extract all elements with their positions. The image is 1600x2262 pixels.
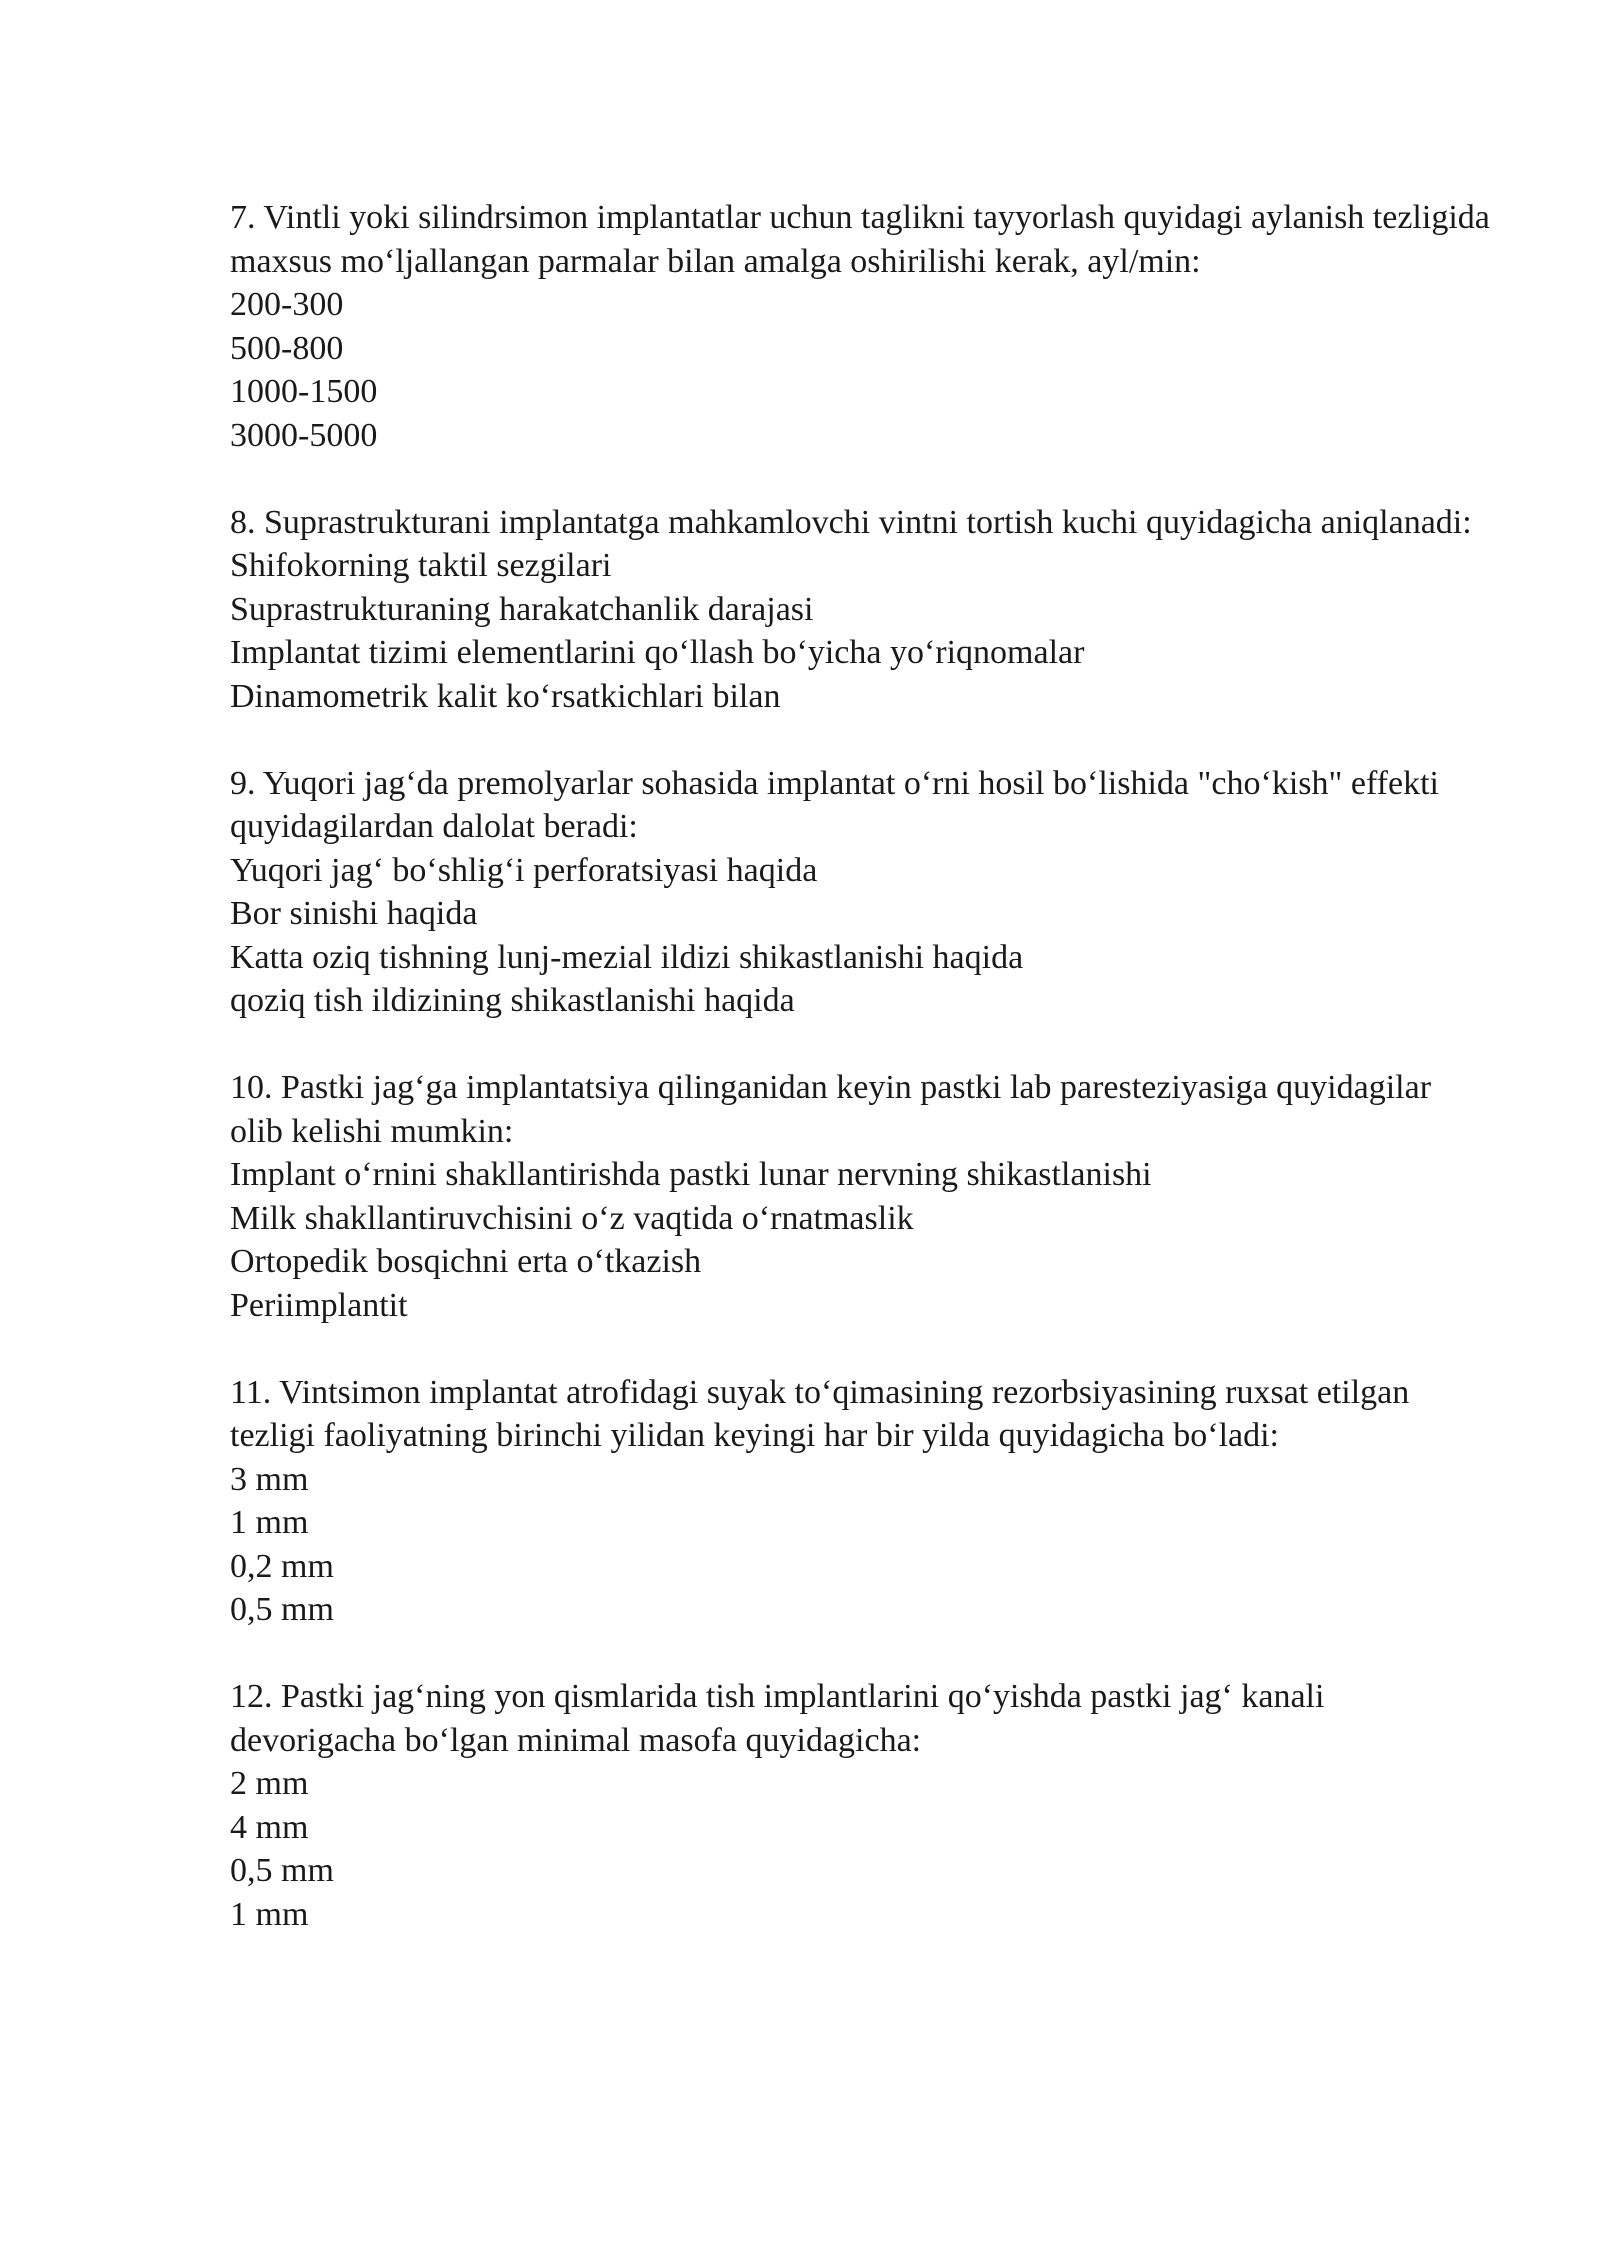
answer-option: 500-800 — [230, 329, 344, 367]
answer-option: Implant o‘rnini shakllantirishda pastki lunar nervning shikastlanishi — [230, 1156, 1152, 1193]
answer-option: 0,2 mm — [230, 1547, 334, 1585]
question-10 — [230, 1066, 1490, 1327]
answer-option: 200-300 — [230, 286, 344, 323]
question-text: 10. Pastki jag‘ga implantatsiya qilinganidan keyin pastki lab paresteziyasiga quyidagilar olib kelishi mumkin: — [230, 1069, 1432, 1150]
question-7 — [230, 196, 1490, 457]
question-9 — [230, 762, 1490, 1023]
answer-option: Shifokorning taktil sezgilari — [230, 547, 612, 584]
question-8 — [230, 501, 1490, 719]
question-text: 8. Suprastrukturani implantatga mahkamlovchi vintni tortish kuchi quyidagicha aniqlanadi: — [230, 503, 1472, 541]
answer-option: qoziq tish ildizining shikastlanishi haqida — [230, 982, 795, 1019]
answer-option: 1000-1500 — [230, 373, 378, 410]
question-12 — [230, 1675, 1490, 1936]
answer-option: 0,5 mm — [230, 1852, 334, 1889]
answer-option: 3 mm — [230, 1460, 309, 1498]
answer-option: Bor sinishi haqida — [230, 895, 478, 932]
answer-option: Yuqori jag‘ bo‘shlig‘i perforatsiyasi haqida — [230, 851, 818, 889]
question-text: 12. Pastki jag‘ning yon qismlarida tish implantlarini qo‘yishda pastki jag‘ kanali devorigacha bo‘lgan minimal masofa quyidagicha: — [230, 1678, 1325, 1759]
answer-option: 4 mm — [230, 1808, 309, 1846]
answer-option: Katta oziq tishning lunj-mezial ildizi shikastlanishi haqida — [230, 938, 1024, 976]
answer-option: Suprastrukturaning harakatchanlik darajasi — [230, 590, 814, 628]
answer-option: 2 mm — [230, 1765, 309, 1802]
answer-option: Periimplantit — [230, 1286, 408, 1324]
answer-option: Implantat tizimi elementlarini qo‘llash bo‘yicha yo‘riqnomalar — [230, 634, 1085, 671]
question-text: 9. Yuqori jag‘da premolyarlar sohasida implantat o‘rni hosil bo‘lishida "cho‘kish" effekti quyidagilardan dalolat beradi: — [230, 764, 1439, 845]
answer-option: 1 mm — [230, 1504, 309, 1541]
answer-option: 1 mm — [230, 1895, 309, 1933]
answer-option: Ortopedik bosqichni erta o‘tkazish — [230, 1243, 702, 1280]
question-11 — [230, 1371, 1490, 1632]
answer-option: 0,5 mm — [230, 1591, 334, 1628]
answer-option: Milk shakllantiruvchisini o‘z vaqtida o‘rnatmaslik — [230, 1199, 914, 1237]
question-text: 11. Vintsimon implantat atrofidagi suyak to‘qimasining rezorbsiyasining ruxsat etilgan tezligi faoliyatning birinchi yilidan keyingi har bir yilda quyidagicha bo‘ladi: — [230, 1373, 1410, 1454]
question-text: 7. Vintli yoki silindrsimon implantatlar uchun taglikni tayyorlash quyidagi aylanish tezligida maxsus mo‘ljallangan parmalar bilan amalga oshirilishi kerak, ayl/min: — [230, 199, 1490, 280]
question-list — [230, 196, 1490, 1936]
answer-option: 3000-5000 — [230, 416, 378, 454]
answer-option: Dinamometrik kalit ko‘rsatkichlari bilan — [230, 677, 781, 715]
